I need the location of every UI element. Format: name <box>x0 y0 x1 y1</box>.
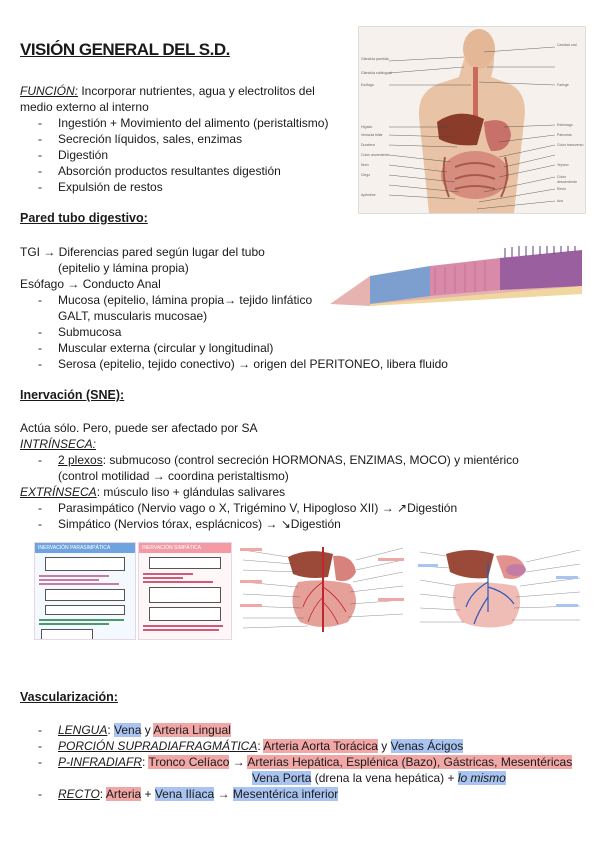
intrinseca-label: INTRÍNSECA: <box>20 437 97 451</box>
vascular-diagram-2-svg <box>416 542 584 638</box>
pared-tgi-2: (epitelio y lámina propia) <box>58 261 189 275</box>
list-item: - Ingestión + Movimiento del alimento (peristaltismo) <box>38 116 329 130</box>
vasc-lengua: - LENGUA: Vena y Arteria Lingual <box>38 723 231 737</box>
vasc-heading: Vascularización: <box>20 690 118 704</box>
inervacion-intro: Actúa sólo. Pero, puede ser afectado por SA <box>20 421 258 435</box>
porcion-vena: Venas Ácigos <box>390 739 464 753</box>
digestive-anatomy-illustration <box>359 27 585 213</box>
sympathetic-thumbnail <box>138 542 232 640</box>
list-item-continuation: GALT, muscularis mucosae) <box>58 309 208 323</box>
list-item: - Mucosa (epitelio, lámina propia→ tejido linfático <box>38 293 313 307</box>
extrinseca-text: : músculo liso + glándulas salivares <box>96 485 286 499</box>
plexos-label: 2 plexos <box>58 453 103 467</box>
recto-mesenterica: Mesentérica inferior <box>232 787 339 801</box>
funcion-line-2: medio externo al interno <box>20 100 149 114</box>
lengua-arteria: Arteria Lingual <box>153 723 231 737</box>
vascular-diagram-1-svg <box>238 542 408 638</box>
lo-mismo: lo mismo <box>457 771 506 785</box>
plexos-text-2: (control motilidad → coordina peristaltismo) <box>58 469 289 483</box>
recto-label: RECTO <box>58 787 100 801</box>
parasimpatico-item: - Parasimpático (Nervio vago o X, Trigémino V, Hipogloso XII) → ↗Digestión <box>38 501 458 515</box>
vasc-infradiafragmatica: - P-INFRADIAFR: Tronco Celíaco → Arterias Hepática, Esplénica (Bazo), Gástricas, Mesentéricas <box>38 755 573 769</box>
funcion-label: FUNCIÓN: <box>20 84 78 98</box>
list-item: - Expulsión de restos <box>38 180 163 194</box>
plexos-text: : submucoso (control secreción HORMONAS, ENZIMAS, MOCO) y mientérico <box>102 453 519 467</box>
anatomy-label-colon-trans: Colon transverso <box>557 143 584 147</box>
extrinseca-label: EXTRÍNSECA <box>20 485 97 499</box>
anatomy-label-parotida: Glándula parótida <box>361 57 389 61</box>
anatomy-label-cavidad: Cavidad oral <box>557 43 577 47</box>
infra-arterias: Arterias Hepática, Esplénica (Bazo), Gástricas, Mesentéricas <box>247 755 573 769</box>
anatomy-label-ileon: Íleon <box>361 163 369 167</box>
anatomy-label-colon-asc: Colon ascendente <box>361 153 390 157</box>
pared-heading: Pared tubo digestivo: <box>20 211 148 225</box>
porcion-label: PORCIÓN SUPRADIAFRAGMÁTICA <box>58 739 258 753</box>
anatomy-label-recto: Recto <box>557 187 567 191</box>
vascular-diagram-2 <box>416 542 584 638</box>
anatomy-label-faringe: Faringe <box>557 83 569 87</box>
para-thumb-title: INERVACIÓN PARASIMPÁTICA <box>35 543 135 553</box>
list-item: - Absorción productos resultantes digestión <box>38 164 281 178</box>
anatomy-label-esofago: Esófago <box>361 83 374 87</box>
list-item: - Secreción líquidos, sales, enzimas <box>38 132 243 146</box>
anatomy-label-duodeno: Duodeno <box>361 143 376 147</box>
anatomy-label-colon-desc: Colon descendente <box>557 175 578 184</box>
lengua-vena: Vena <box>114 723 142 737</box>
extrinseca-line <box>20 484 285 500</box>
simp-thumb-title: INERVACIÓN SIMPÁTICA <box>139 543 231 553</box>
list-item: - Serosa (epitelio, tejido conectivo) → origen del PERITONEO, libera fluido <box>38 357 448 371</box>
pared-tgi-1: TGI → Diferencias pared según lugar del tubo <box>20 245 265 259</box>
anatomy-label-estomago: Estómago <box>557 123 573 127</box>
anatomy-label-higado: Hígado <box>361 125 373 129</box>
parasympathetic-thumbnail <box>34 542 136 640</box>
recto-arteria: Arteria <box>105 787 142 801</box>
anatomy-label-sublingual: Glándula sublingual <box>361 71 392 75</box>
pared-esofago: Esófago → Conducto Anal <box>20 277 161 291</box>
vasc-supradiafragmatica: - PORCIÓN SUPRADIAFRAGMÁTICA: Arteria Aorta Torácica y Venas Ácigos <box>38 739 464 753</box>
list-item: - Digestión <box>38 148 109 162</box>
list-item: - Submucosa <box>38 325 122 339</box>
anatomy-label-pancreas: Páncreas <box>557 133 572 137</box>
inervacion-heading: Inervación (SNE): <box>20 388 125 402</box>
vena-porta: Vena Porta <box>252 771 312 785</box>
digestive-anatomy-figure <box>358 26 586 214</box>
funcion-text-1: Incorporar nutrientes, agua y electrolitos del <box>78 84 315 98</box>
infra-label: P-INFRADIAFR <box>58 755 142 769</box>
anatomy-label-apendice: Apéndice <box>361 193 376 197</box>
simpatico-item: - Simpático (Nervios tórax, esplácnicos) → ↘Digestión <box>38 517 341 531</box>
vasc-infra-line-2: Vena Porta (drena la vena hepática) + lo mismo <box>252 771 506 785</box>
porcion-arteria: Arteria Aorta Torácica <box>263 739 378 753</box>
intestinal-wall-illustration <box>330 246 582 306</box>
anatomy-label-ciego: Ciego <box>361 173 371 177</box>
anatomy-label-ano: Ano <box>557 199 564 203</box>
funcion-line-1 <box>20 83 315 99</box>
funcion-list <box>38 115 329 195</box>
page-title: VISIÓN GENERAL DEL S.D. <box>20 40 230 59</box>
anatomy-label-yeyuno: Yeyuno <box>557 163 569 167</box>
plexos-item: - 2 plexos: submucoso (control secreción HORMONAS, ENZIMAS, MOCO) y mientérico <box>38 453 519 467</box>
infra-tronco: Tronco Celíaco <box>148 755 230 769</box>
anatomy-label-vesicula: Vesícula biliar <box>361 133 383 137</box>
recto-vena: Vena Ilíaca <box>154 787 215 801</box>
lengua-label: LENGUA <box>58 723 108 737</box>
list-item: - Muscular externa (circular y longitudinal) <box>38 341 274 355</box>
vascular-diagram-1 <box>238 542 408 638</box>
vasc-recto: - RECTO: Arteria + Vena Ilíaca → Mesentérica inferior <box>38 787 339 801</box>
wall-layers-svg <box>330 246 582 306</box>
